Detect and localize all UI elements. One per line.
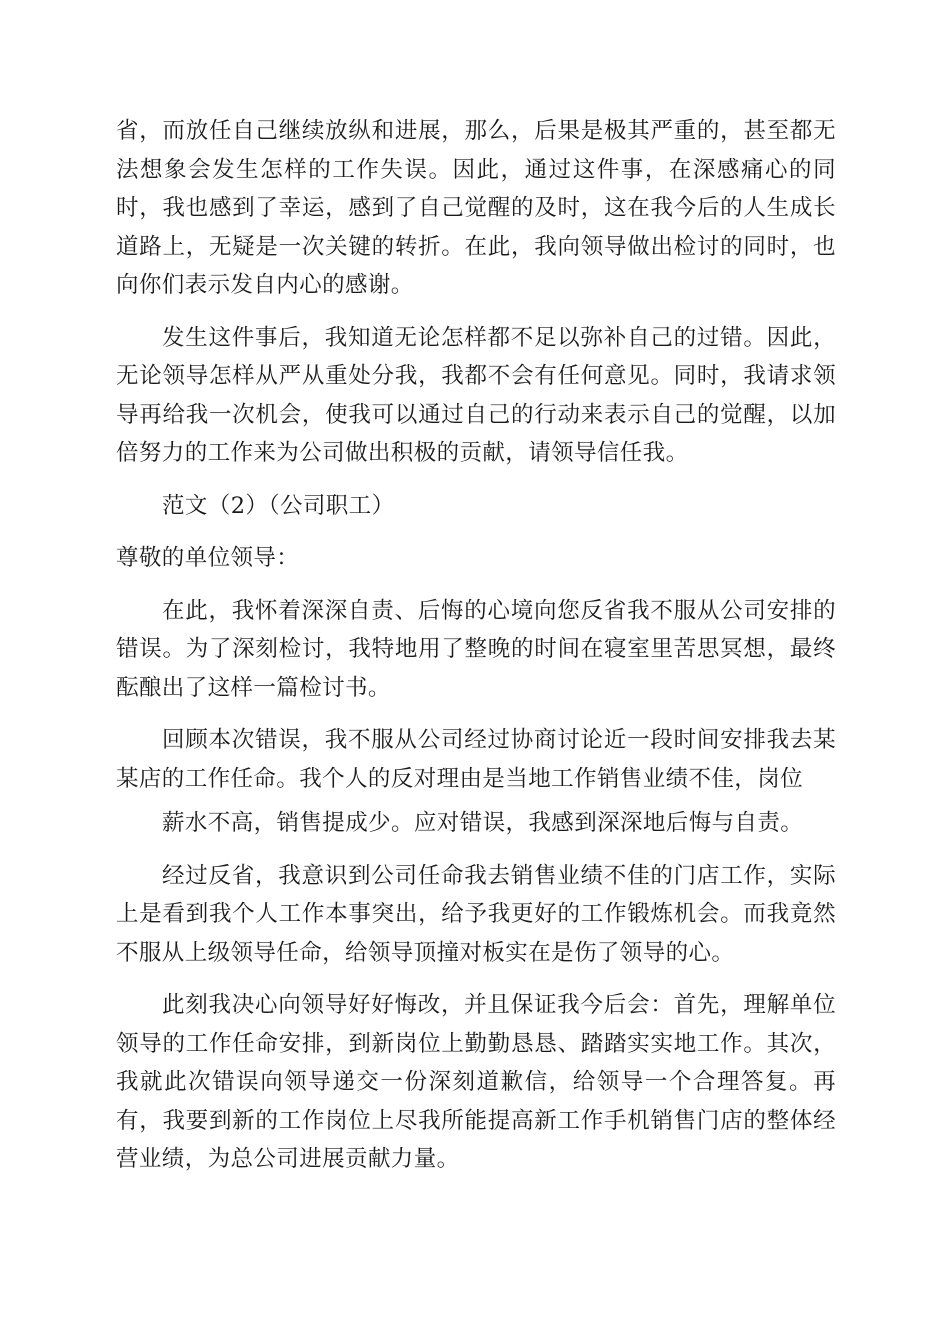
paragraph-continuation: 省，而放任自己继续放纵和进展，那么，后果是极其严重的，甚至都无法想象会发生怎样的工作失误。因此，通过这件事，在深感痛心的同时，我也感到了幸运，感到了自己觉醒的及时，这在我今后的人生成长道路上，无疑是一次关键的转折。在此，我向领导做出检讨的同时，也向你们表示发自内心的感谢。 xyxy=(116,118,836,298)
salutation: 尊敬的单位领导： xyxy=(116,545,300,571)
paragraph-commitment: 此刻我决心向领导好好悔改，并且保证我今后会：首先，理解单位领导的工作任命安排，到新岗位上勤勤恳恳、踏踏实实地工作。其次，我就此次错误向领导递交一份深刻道歉信，给领导一个合理答复。再有，我要到新的工作岗位上尽我所能提高新工作手机销售门店的整体经营业绩，为总公司进展贡献力量。 xyxy=(116,992,836,1172)
paragraph-request-forgiveness: 发生这件事后，我知道无论怎样都不足以弥补自己的过错。因此，无论领导怎样从严从重处分我，我都不会有任何意见。同时，我请求领导再给我一次机会，使我可以通过自己的行动来表示自己的觉醒，以加倍努力的工作来为公司做出积极的贡献，请领导信任我。 xyxy=(116,324,836,466)
document-body xyxy=(116,112,836,1193)
paragraph-review-continued: 薪水不高，销售提成少。应对错误，我感到深深地后悔与自责。 xyxy=(162,810,804,836)
paragraph-intro: 在此，我怀着深深自责、后悔的心境向您反省我不服从公司安排的错误。为了深刻检讨，我特地用了整晚的时间在寝室里苦思冥想，最终酝酿出了这样一篇检讨书。 xyxy=(116,597,836,701)
section-heading: 范文（2）（公司职工） xyxy=(162,492,395,519)
paragraph-reflection: 经过反省，我意识到公司任命我去销售业绩不佳的门店工作，实际上是看到我个人工作本事突出，给予我更好的工作锻炼机会。而我竟然不服从上级领导任命，给领导顶撞对板实在是伤了领导的心。 xyxy=(116,862,836,966)
paragraph-review: 回顾本次错误，我不服从公司经过协商讨论近一段时间安排我去某某店的工作任命。我个人的反对理由是当地工作销售业绩不佳，岗位 xyxy=(116,727,836,792)
